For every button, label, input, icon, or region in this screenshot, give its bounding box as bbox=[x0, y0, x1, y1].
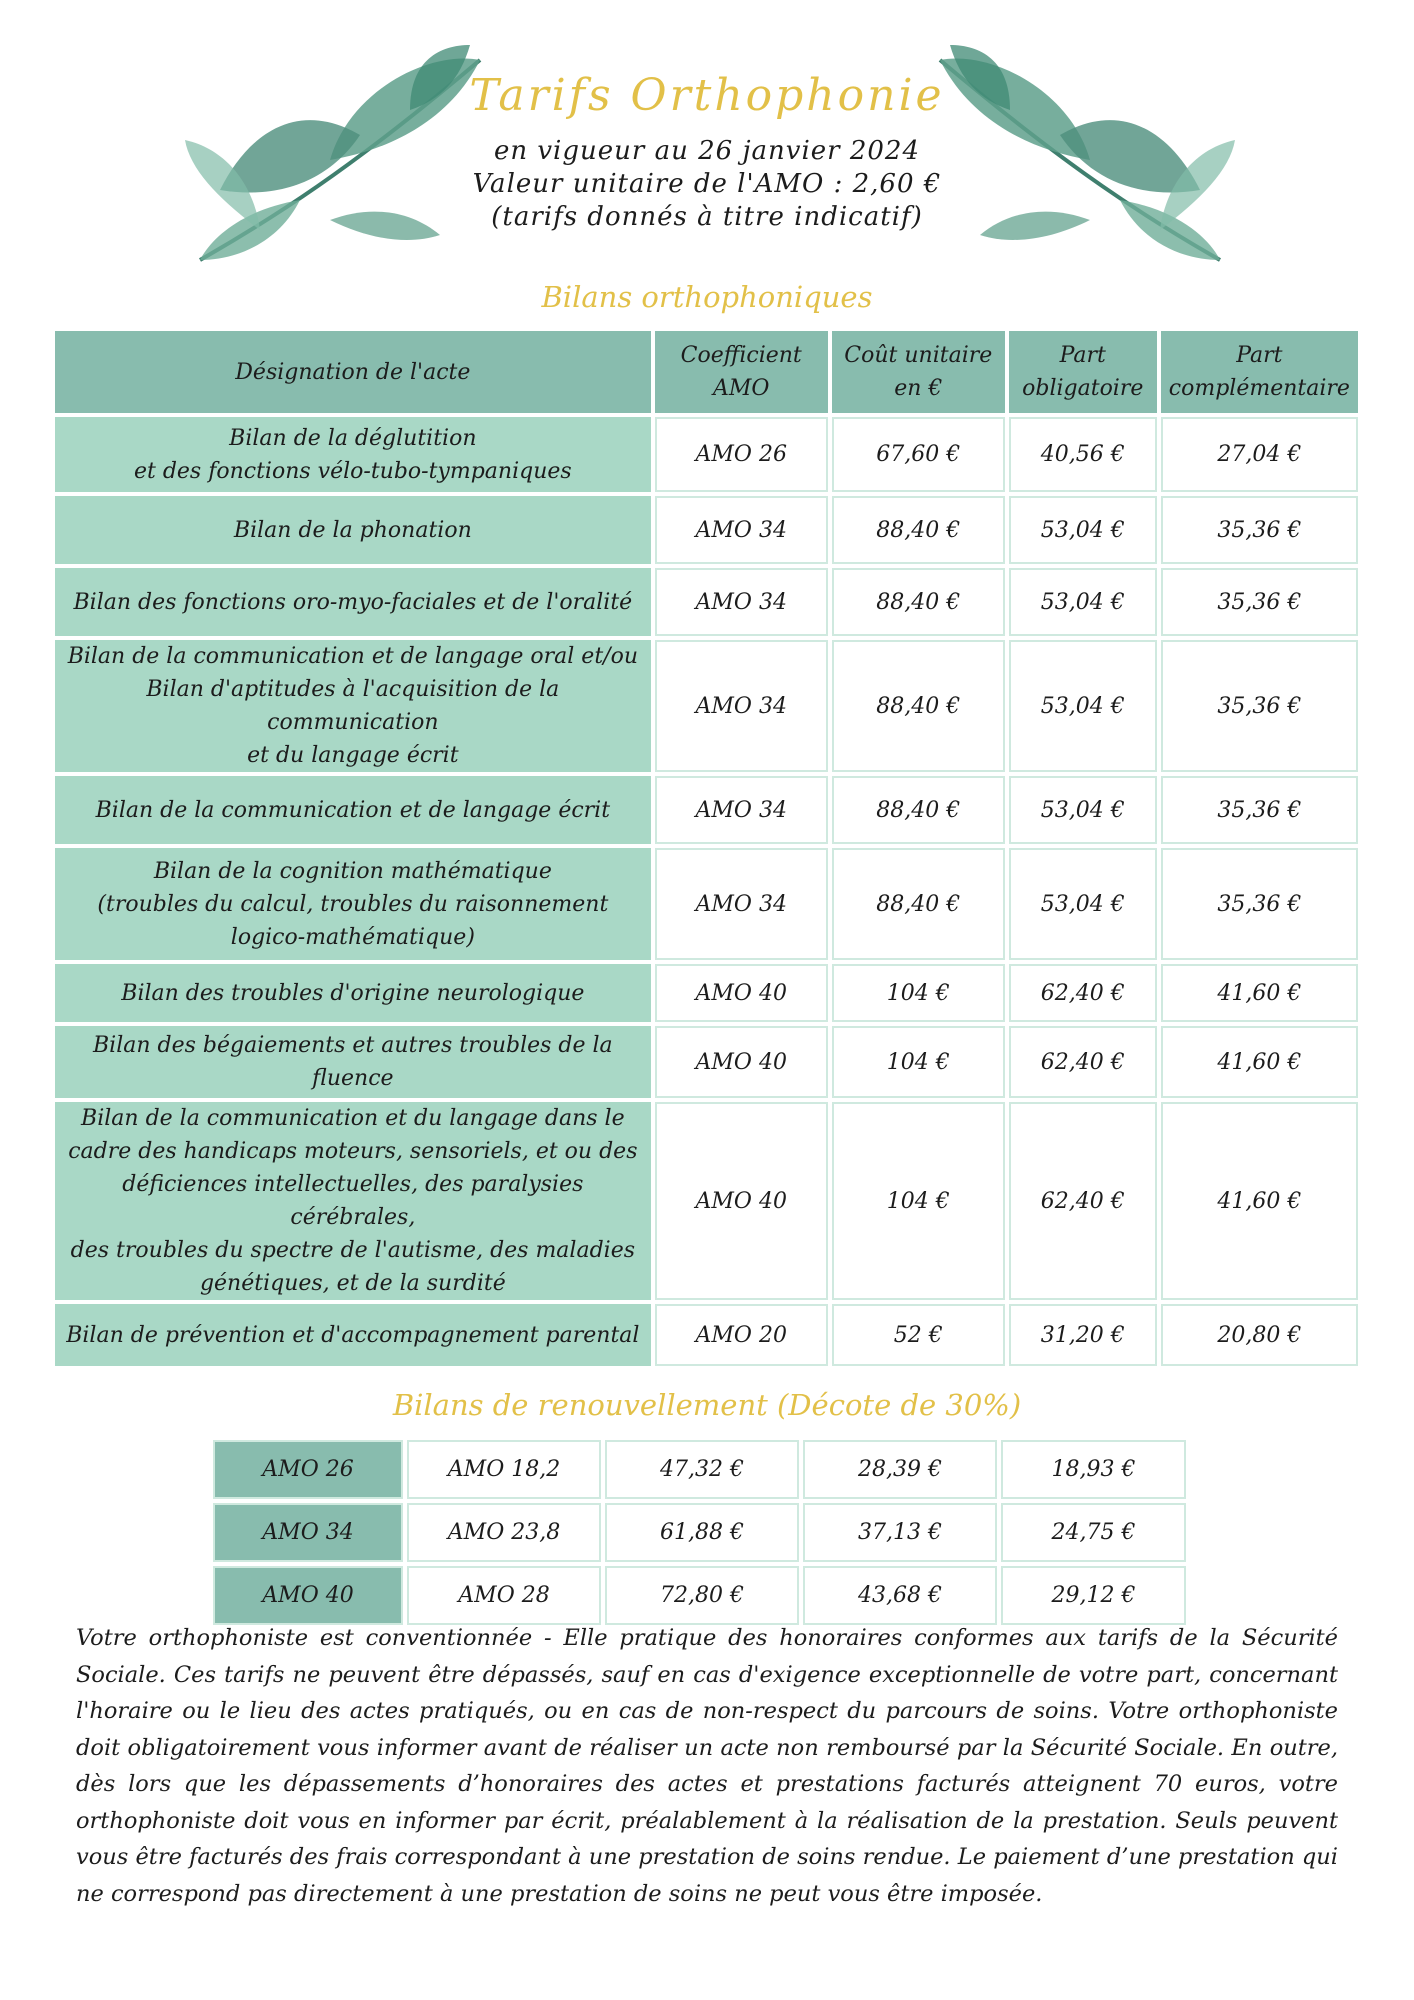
value-cell: 41,60 € bbox=[1161, 1102, 1358, 1300]
value-cell: 41,60 € bbox=[1161, 1026, 1358, 1098]
value-cell: 27,04 € bbox=[1161, 417, 1358, 492]
value-cell: 88,40 € bbox=[832, 496, 1005, 564]
designation-cell: Bilan de la communication et de langage écrit bbox=[55, 776, 651, 844]
designation-cell: Bilan des troubles d'origine neurologique bbox=[55, 964, 651, 1022]
column-header: Coût unitaire en € bbox=[832, 331, 1005, 413]
value-cell: AMO 18,2 bbox=[407, 1440, 601, 1499]
value-cell: AMO 34 bbox=[655, 496, 828, 564]
column-header: Part obligatoire bbox=[1009, 331, 1157, 413]
designation-cell: Bilan de la communication et de langage oral et/ou Bilan d'aptitudes à l'acquisition de la communication et du langage écrit bbox=[55, 640, 651, 772]
value-cell: AMO 40 bbox=[655, 964, 828, 1022]
value-cell: 62,40 € bbox=[1009, 1102, 1157, 1300]
value-cell: 67,60 € bbox=[832, 417, 1005, 492]
value-cell: 53,04 € bbox=[1009, 496, 1157, 564]
value-cell: 53,04 € bbox=[1009, 640, 1157, 772]
page-header bbox=[0, 70, 1414, 234]
value-cell: 18,93 € bbox=[1001, 1440, 1186, 1499]
section-title-bilans: Bilans orthophoniques bbox=[541, 280, 873, 314]
designation-cell: Bilan de la cognition mathématique (troubles du calcul, troubles du raisonnement logico-mathématique) bbox=[55, 848, 651, 960]
value-cell: AMO 34 bbox=[655, 568, 828, 636]
value-cell: 61,88 € bbox=[605, 1503, 799, 1562]
section-title-renouvellement: Bilans de renouvellement (Décote de 30%) bbox=[392, 1388, 1022, 1422]
value-cell: 35,36 € bbox=[1161, 776, 1358, 844]
value-cell: 35,36 € bbox=[1161, 568, 1358, 636]
amo-key-cell: AMO 34 bbox=[213, 1503, 403, 1562]
value-cell: 35,36 € bbox=[1161, 496, 1358, 564]
table-row bbox=[213, 1440, 1186, 1499]
table-row bbox=[55, 776, 1358, 844]
value-cell: AMO 20 bbox=[655, 1304, 828, 1366]
value-cell: 88,40 € bbox=[832, 568, 1005, 636]
column-header: Coefficient AMO bbox=[655, 331, 828, 413]
designation-cell: Bilan de la phonation bbox=[55, 496, 651, 564]
table-row bbox=[55, 1026, 1358, 1098]
value-cell: 37,13 € bbox=[803, 1503, 997, 1562]
value-cell: 88,40 € bbox=[832, 848, 1005, 960]
table-row bbox=[55, 848, 1358, 960]
bilans-table bbox=[51, 327, 1362, 1370]
value-cell: 31,20 € bbox=[1009, 1304, 1157, 1366]
value-cell: 20,80 € bbox=[1161, 1304, 1358, 1366]
value-cell: 35,36 € bbox=[1161, 848, 1358, 960]
table-row bbox=[213, 1503, 1186, 1562]
subtitle-date: en vigueur au 26 janvier 2024 bbox=[493, 136, 921, 166]
table-header-row bbox=[55, 331, 1358, 413]
designation-cell: Bilan de la déglutition et des fonctions vélo-tubo-tympaniques bbox=[55, 417, 651, 492]
designation-cell: Bilan de la communication et du langage dans le cadre des handicaps moteurs, sensoriels, et ou des déficiences intellectuelles, des paralysies cérébrales, des troubles du spectre de l'autisme, des maladies génétiques, et de la surdité bbox=[55, 1102, 651, 1300]
value-cell: AMO 40 bbox=[655, 1026, 828, 1098]
table-row bbox=[55, 496, 1358, 564]
column-header: Part complémentaire bbox=[1161, 331, 1358, 413]
amo-key-cell: AMO 40 bbox=[213, 1566, 403, 1625]
value-cell: AMO 34 bbox=[655, 848, 828, 960]
value-cell: 35,36 € bbox=[1161, 640, 1358, 772]
value-cell: 72,80 € bbox=[605, 1566, 799, 1625]
designation-cell: Bilan des bégaiements et autres troubles de la fluence bbox=[55, 1026, 651, 1098]
value-cell: 62,40 € bbox=[1009, 1026, 1157, 1098]
value-cell: AMO 28 bbox=[407, 1566, 601, 1625]
subtitle-amo-value: Valeur unitaire de l'AMO : 2,60 € bbox=[472, 169, 942, 199]
table-row bbox=[213, 1566, 1186, 1625]
value-cell: 53,04 € bbox=[1009, 848, 1157, 960]
table-row bbox=[55, 568, 1358, 636]
table-row bbox=[55, 640, 1358, 772]
value-cell: 104 € bbox=[832, 1026, 1005, 1098]
value-cell: AMO 34 bbox=[655, 640, 828, 772]
value-cell: AMO 23,8 bbox=[407, 1503, 601, 1562]
table-row bbox=[55, 1102, 1358, 1300]
table-row bbox=[55, 417, 1358, 492]
value-cell: 53,04 € bbox=[1009, 776, 1157, 844]
designation-cell: Bilan des fonctions oro-myo-faciales et de l'oralité bbox=[55, 568, 651, 636]
value-cell: 41,60 € bbox=[1161, 964, 1358, 1022]
value-cell: 88,40 € bbox=[832, 640, 1005, 772]
table-row bbox=[55, 1304, 1358, 1366]
value-cell: 104 € bbox=[832, 1102, 1005, 1300]
column-header: Désignation de l'acte bbox=[55, 331, 651, 413]
value-cell: 53,04 € bbox=[1009, 568, 1157, 636]
value-cell: 28,39 € bbox=[803, 1440, 997, 1499]
value-cell: 40,56 € bbox=[1009, 417, 1157, 492]
page-title: Tarifs Orthophonie bbox=[469, 70, 945, 121]
footer-notice: Votre orthophoniste est conventionnée - Elle pratique des honoraires conformes aux tarifs de la Sécurité Sociale. Ces tarifs ne peuvent être dépassés, sauf en cas d'exigence exceptionnelle de votre part, concernant l'horaire ou le lieu des actes pratiqués, ou en cas de non-respect du parcours de soins. Votre orthophoniste doit obligatoirement vous informer avant de réaliser un acte non remboursé par la Sécurité Sociale. En outre, dès lors que les dépassements d’honoraires des actes et prestations facturés atteignent 70 euros, votre orthophoniste doit vous en informer par écrit, préalablement à la réalisation de la prestation. Seuls peuvent vous être facturés des frais correspondant à une prestation de soins rendue. Le paiement d’une prestation qui ne correspond pas directement à une prestation de soins ne peut vous être imposée. bbox=[76, 1625, 1338, 1907]
value-cell: 43,68 € bbox=[803, 1566, 997, 1625]
value-cell: 104 € bbox=[832, 964, 1005, 1022]
subtitle-indicatif: (tarifs donnés à titre indicatif) bbox=[491, 202, 923, 232]
value-cell: 24,75 € bbox=[1001, 1503, 1186, 1562]
value-cell: AMO 34 bbox=[655, 776, 828, 844]
value-cell: 88,40 € bbox=[832, 776, 1005, 844]
value-cell: 29,12 € bbox=[1001, 1566, 1186, 1625]
amo-key-cell: AMO 26 bbox=[213, 1440, 403, 1499]
renouvellement-table bbox=[209, 1436, 1190, 1629]
value-cell: 62,40 € bbox=[1009, 964, 1157, 1022]
value-cell: AMO 40 bbox=[655, 1102, 828, 1300]
designation-cell: Bilan de prévention et d'accompagnement parental bbox=[55, 1304, 651, 1366]
value-cell: 52 € bbox=[832, 1304, 1005, 1366]
value-cell: AMO 26 bbox=[655, 417, 828, 492]
value-cell: 47,32 € bbox=[605, 1440, 799, 1499]
table-row bbox=[55, 964, 1358, 1022]
